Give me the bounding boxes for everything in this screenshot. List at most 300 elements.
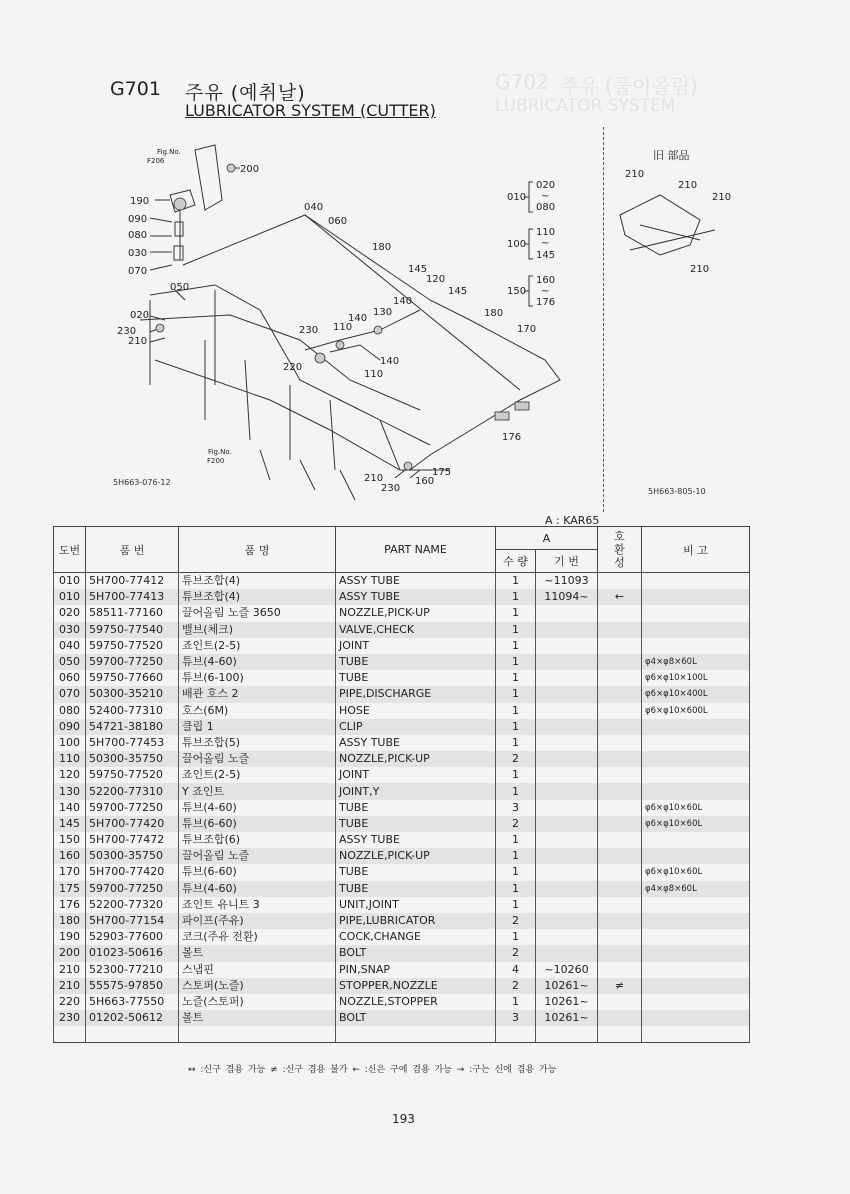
cell-item-no: 160 (54, 848, 86, 864)
cell-quantity: 1 (496, 670, 536, 686)
diagram-fittings (156, 164, 529, 470)
cell-quantity: 1 (496, 994, 536, 1010)
cell-part-name: ASSY TUBE (336, 589, 496, 605)
cell-serial (536, 670, 598, 686)
table-row (54, 978, 750, 994)
cell-interchangeability: ← (598, 589, 642, 605)
cell-item-no: 210 (54, 978, 86, 994)
cell-serial (536, 622, 598, 638)
cell-part-no: 52200-77310 (86, 783, 179, 799)
cell-item-no: 140 (54, 800, 86, 816)
cell-interchangeability (598, 832, 642, 848)
cell-name-korean: 끌어올림 노즐 (179, 848, 336, 864)
cell-part-no: 52400-77310 (86, 703, 179, 719)
cell-name-korean: 튜브(4-60) (179, 881, 336, 897)
brace-tilde-1: ~ (541, 191, 550, 202)
cell-part-name: BOLT (336, 945, 496, 961)
cell-remarks: φ4×φ8×60L (642, 881, 750, 897)
cell-quantity: 1 (496, 897, 536, 913)
cell-item-no: 120 (54, 767, 86, 783)
section-code: G701 (110, 78, 161, 100)
header-quantity: 수 량 (496, 550, 536, 573)
callout-176: 176 (502, 432, 522, 443)
table-row (54, 800, 750, 816)
cell-part-no: 52903-77600 (86, 929, 179, 945)
section-title-korean: 주유 (예취날) (185, 82, 306, 104)
parts-table-body (54, 573, 750, 1043)
figref-bottom-label: F200 (207, 457, 225, 465)
table-row (54, 881, 750, 897)
table-row (54, 589, 750, 605)
cell-part-name: JOINT (336, 638, 496, 654)
cell-part-no: 5H663-77550 (86, 994, 179, 1010)
callout-050: 050 (170, 282, 190, 293)
cell-remarks: φ6×φ10×60L (642, 800, 750, 816)
brace-176: 176 (536, 297, 556, 308)
cell-serial (536, 816, 598, 832)
callout-060: 060 (328, 216, 348, 227)
cell-serial (536, 686, 598, 702)
cell-interchangeability (598, 686, 642, 702)
cell-serial (536, 783, 598, 799)
cell-quantity: 3 (496, 1010, 536, 1026)
cell-part-name: UNIT,JOINT (336, 897, 496, 913)
cell-interchangeability (598, 719, 642, 735)
callout-110-upper: 110 (333, 322, 353, 333)
cell-item-no: 080 (54, 703, 86, 719)
cell-remarks (642, 638, 750, 654)
callout-160: 160 (415, 476, 435, 487)
cell-serial (536, 638, 598, 654)
cell-interchangeability (598, 945, 642, 961)
cell-part-name: NOZZLE,STOPPER (336, 994, 496, 1010)
cell-interchangeability (598, 864, 642, 880)
cell-part-name: NOZZLE,PICK-UP (336, 605, 496, 621)
cell-part-name: PIPE,DISCHARGE (336, 686, 496, 702)
cell-remarks: φ6×φ10×400L (642, 686, 750, 702)
cell-serial (536, 929, 598, 945)
cell-quantity: 1 (496, 622, 536, 638)
cell-remarks (642, 783, 750, 799)
cell-serial (536, 605, 598, 621)
cell-quantity: 2 (496, 913, 536, 929)
table-row (54, 832, 750, 848)
cell-part-no: 50300-35210 (86, 686, 179, 702)
page-number: 193 (392, 1112, 415, 1126)
cell-name-korean: 볼트 (179, 945, 336, 961)
table-row (54, 719, 750, 735)
cell-part-no: 5H700-77420 (86, 816, 179, 832)
cell-item-no: 180 (54, 913, 86, 929)
header-part-no: 품 번 (86, 527, 179, 573)
cell-serial (536, 848, 598, 864)
cell-quantity: 1 (496, 686, 536, 702)
cell-part-no: 5H700-77472 (86, 832, 179, 848)
cell-name-korean: Y 죠인트 (179, 783, 336, 799)
header-serial: 기 번 (536, 550, 598, 573)
brace-020: 020 (536, 180, 556, 191)
table-row (54, 897, 750, 913)
cell-part-name: PIPE,LUBRICATOR (336, 913, 496, 929)
cell-part-name: COCK,CHANGE (336, 929, 496, 945)
cell-interchangeability (598, 670, 642, 686)
cell-part-no: 59700-77250 (86, 881, 179, 897)
cell-quantity: 2 (496, 816, 536, 832)
cell-remarks: φ6×φ10×600L (642, 703, 750, 719)
cell-name-korean: 튜브(6-60) (179, 816, 336, 832)
cell-name-korean: 죠인트(2-5) (179, 638, 336, 654)
cell-part-no: 5H700-77420 (86, 864, 179, 880)
cell-item-no: 070 (54, 686, 86, 702)
table-row (54, 962, 750, 978)
cell-remarks: φ6×φ10×60L (642, 864, 750, 880)
empty-cell (54, 1026, 86, 1043)
cell-remarks (642, 589, 750, 605)
cell-part-name: ASSY TUBE (336, 573, 496, 590)
callout-175: 175 (432, 467, 452, 478)
cell-part-no: 5H700-77413 (86, 589, 179, 605)
callout-140-upper: 140 (393, 296, 413, 307)
cell-quantity: 2 (496, 751, 536, 767)
table-row (54, 994, 750, 1010)
cell-name-korean: 튜브조합(6) (179, 832, 336, 848)
cell-interchangeability (598, 816, 642, 832)
cell-serial (536, 735, 598, 751)
table-row (54, 864, 750, 880)
section-title-english: LUBRICATOR SYSTEM (CUTTER) (185, 101, 436, 120)
callout-200: 200 (240, 164, 260, 175)
callout-080: 080 (128, 230, 148, 241)
brace-160: 160 (536, 275, 556, 286)
cell-part-no: 52300-77210 (86, 962, 179, 978)
cell-serial: 10261~ (536, 1010, 598, 1026)
cell-interchangeability (598, 962, 642, 978)
cell-interchangeability (598, 605, 642, 621)
cell-part-name: JOINT (336, 767, 496, 783)
cell-name-korean: 파이프(주유) (179, 913, 336, 929)
callout-190: 190 (130, 196, 150, 207)
callout-210-left: 210 (128, 336, 148, 347)
parts-table (53, 526, 750, 1043)
empty-cell (642, 1026, 750, 1043)
cell-part-no: 59750-77540 (86, 622, 179, 638)
empty-cell (496, 1026, 536, 1043)
cell-serial (536, 703, 598, 719)
callout-145-upper: 145 (408, 264, 428, 275)
cell-name-korean: 튜브(6-60) (179, 864, 336, 880)
cell-serial (536, 832, 598, 848)
brace-145: 145 (536, 250, 556, 261)
cell-name-korean: 볼트 (179, 1010, 336, 1026)
cell-part-name: JOINT,Y (336, 783, 496, 799)
cell-quantity: 1 (496, 703, 536, 719)
table-row (54, 735, 750, 751)
cell-remarks (642, 848, 750, 864)
callout-170: 170 (517, 324, 537, 335)
callout-230-left: 230 (117, 326, 137, 337)
cell-quantity: 1 (496, 654, 536, 670)
cell-interchangeability (598, 897, 642, 913)
cell-part-name: CLIP (336, 719, 496, 735)
cell-item-no: 175 (54, 881, 86, 897)
table-row (54, 605, 750, 621)
cell-quantity: 1 (496, 573, 536, 590)
cell-name-korean: 튜브(6-100) (179, 670, 336, 686)
applicability-note: A : KAR65 (545, 514, 600, 527)
cell-name-korean: 튜브(4-60) (179, 654, 336, 670)
table-row (54, 1010, 750, 1026)
cell-name-korean: 클립 1 (179, 719, 336, 735)
table-row (54, 767, 750, 783)
callout-020: 020 (130, 310, 150, 321)
callout-180-lower: 180 (484, 308, 504, 319)
cell-item-no: 090 (54, 719, 86, 735)
cell-item-no: 145 (54, 816, 86, 832)
table-row (54, 751, 750, 767)
header-interchangeability: 호 환 성 (598, 527, 642, 573)
cell-interchangeability (598, 622, 642, 638)
table-row (54, 670, 750, 686)
cell-remarks (642, 994, 750, 1010)
cell-item-no: 060 (54, 670, 86, 686)
cell-interchangeability (598, 783, 642, 799)
cell-remarks (642, 719, 750, 735)
cell-remarks (642, 573, 750, 590)
cell-serial: 11094~ (536, 589, 598, 605)
cell-remarks: φ6×φ10×60L (642, 816, 750, 832)
empty-cell (336, 1026, 496, 1043)
cell-part-name: PIN,SNAP (336, 962, 496, 978)
cell-name-korean: 튜브조합(4) (179, 573, 336, 590)
cell-serial: 10261~ (536, 994, 598, 1010)
cell-remarks (642, 929, 750, 945)
cell-part-no: 5H700-77453 (86, 735, 179, 751)
brace-110: 110 (536, 227, 556, 238)
cell-part-no: 50300-35750 (86, 848, 179, 864)
cell-quantity: 1 (496, 735, 536, 751)
cell-part-no: 50300-35750 (86, 751, 179, 767)
cell-item-no: 030 (54, 622, 86, 638)
cell-item-no: 210 (54, 962, 86, 978)
cell-item-no: 010 (54, 573, 86, 590)
callout-110-lower: 110 (364, 369, 384, 380)
callout-070: 070 (128, 266, 148, 277)
callout-130: 130 (373, 307, 393, 318)
cell-part-no: 5H700-77154 (86, 913, 179, 929)
cell-name-korean: 코크(주유 전환) (179, 929, 336, 945)
cell-part-name: NOZZLE,PICK-UP (336, 751, 496, 767)
cell-quantity: 1 (496, 783, 536, 799)
cell-serial: ~10260 (536, 962, 598, 978)
table-row (54, 929, 750, 945)
cell-serial (536, 751, 598, 767)
cell-part-name: TUBE (336, 881, 496, 897)
callout-150: 150 (507, 286, 527, 297)
cell-quantity: 1 (496, 832, 536, 848)
cell-serial: ~11093 (536, 573, 598, 590)
cell-interchangeability (598, 735, 642, 751)
cell-item-no: 170 (54, 864, 86, 880)
table-row (54, 848, 750, 864)
table-row (54, 573, 750, 590)
table-row (54, 622, 750, 638)
callout-040: 040 (304, 202, 324, 213)
cell-part-name: TUBE (336, 670, 496, 686)
empty-cell (86, 1026, 179, 1043)
cell-part-no: 59750-77660 (86, 670, 179, 686)
cell-remarks (642, 978, 750, 994)
cell-item-no: 150 (54, 832, 86, 848)
cell-remarks (642, 962, 750, 978)
cell-serial (536, 864, 598, 880)
cell-name-korean: 호스(6M) (179, 703, 336, 719)
header-remarks: 비 고 (642, 527, 750, 573)
cell-part-name: TUBE (336, 816, 496, 832)
cell-serial (536, 767, 598, 783)
cell-interchangeability (598, 881, 642, 897)
cell-item-no: 050 (54, 654, 86, 670)
figref-top-label: F206 (147, 157, 165, 165)
ghost-page-title-ko: 주유 (풀이올림) (560, 74, 698, 98)
cell-item-no: 176 (54, 897, 86, 913)
brace-tilde-3: ~ (541, 286, 550, 297)
cell-quantity: 1 (496, 767, 536, 783)
old-parts-label: 旧 部品 (653, 149, 690, 162)
cell-name-korean: 배관 호스 2 (179, 686, 336, 702)
callout-145-lower: 145 (448, 286, 468, 297)
cell-part-name: TUBE (336, 800, 496, 816)
cell-part-name: ASSY TUBE (336, 832, 496, 848)
cell-remarks (642, 735, 750, 751)
table-row (54, 816, 750, 832)
figno-bottom-label: Fig.No. (208, 448, 232, 456)
cell-remarks (642, 1010, 750, 1026)
cell-item-no: 040 (54, 638, 86, 654)
old-callout-210-a: 210 (625, 169, 645, 180)
cell-interchangeability (598, 573, 642, 590)
header-name-korean: 품 명 (179, 527, 336, 573)
cell-interchangeability (598, 1010, 642, 1026)
callout-030: 030 (128, 248, 148, 259)
cell-interchangeability (598, 994, 642, 1010)
callout-220: 220 (283, 362, 303, 373)
callout-100: 100 (507, 239, 527, 250)
cell-quantity: 1 (496, 929, 536, 945)
cell-part-name: HOSE (336, 703, 496, 719)
brace-080: 080 (536, 202, 556, 213)
cell-quantity: 1 (496, 864, 536, 880)
cell-part-name: STOPPER,NOZZLE (336, 978, 496, 994)
table-row (54, 945, 750, 961)
cell-part-no: 54721-38180 (86, 719, 179, 735)
old-callout-210-b: 210 (678, 180, 698, 191)
cell-remarks (642, 945, 750, 961)
cell-serial (536, 881, 598, 897)
cell-name-korean: 스냅핀 (179, 962, 336, 978)
cell-remarks: φ4×φ8×60L (642, 654, 750, 670)
brace-tilde-2: ~ (541, 238, 550, 249)
callout-010: 010 (507, 192, 527, 203)
exploded-parts-diagram (105, 125, 755, 525)
callout-230-bottom: 230 (381, 483, 401, 494)
cell-remarks (642, 767, 750, 783)
cell-remarks (642, 913, 750, 929)
cell-quantity: 1 (496, 881, 536, 897)
callout-140-mid: 140 (348, 313, 368, 324)
cell-interchangeability (598, 638, 642, 654)
cell-quantity: 1 (496, 589, 536, 605)
cell-part-name: TUBE (336, 864, 496, 880)
figure-code-right: 5H663-805-10 (648, 487, 706, 496)
cell-part-no: 01023-50616 (86, 945, 179, 961)
cell-name-korean: 끌어올림 노즐 3650 (179, 605, 336, 621)
cell-item-no: 110 (54, 751, 86, 767)
cell-part-name: BOLT (336, 1010, 496, 1026)
cell-quantity: 2 (496, 945, 536, 961)
cell-interchangeability (598, 751, 642, 767)
cell-serial (536, 897, 598, 913)
cell-serial: 10261~ (536, 978, 598, 994)
cell-serial (536, 800, 598, 816)
cell-serial (536, 913, 598, 929)
cell-interchangeability (598, 929, 642, 945)
empty-cell (536, 1026, 598, 1043)
table-row (54, 703, 750, 719)
cell-part-no: 5H700-77412 (86, 573, 179, 590)
table-row (54, 654, 750, 670)
cell-serial (536, 945, 598, 961)
cell-quantity: 2 (496, 978, 536, 994)
cell-remarks (642, 832, 750, 848)
cell-quantity: 1 (496, 719, 536, 735)
table-row (54, 913, 750, 929)
cell-interchangeability (598, 800, 642, 816)
cell-name-korean: 튜브조합(5) (179, 735, 336, 751)
callout-230-mid: 230 (299, 325, 319, 336)
old-callout-210-c: 210 (712, 192, 732, 203)
cell-name-korean: 스토퍼(노즐) (179, 978, 336, 994)
cell-serial (536, 654, 598, 670)
cell-name-korean: 죠인트(2-5) (179, 767, 336, 783)
cell-serial (536, 719, 598, 735)
cell-remarks (642, 622, 750, 638)
callout-120: 120 (426, 274, 446, 285)
callout-140-lower: 140 (380, 356, 400, 367)
cell-part-name: VALVE,CHECK (336, 622, 496, 638)
old-callout-210-d: 210 (690, 264, 710, 275)
cell-interchangeability (598, 848, 642, 864)
cell-quantity: 4 (496, 962, 536, 978)
cell-item-no: 190 (54, 929, 86, 945)
cell-item-no: 230 (54, 1010, 86, 1026)
cell-interchangeability (598, 654, 642, 670)
cell-part-no: 59750-77520 (86, 638, 179, 654)
table-row (54, 783, 750, 799)
cell-item-no: 220 (54, 994, 86, 1010)
empty-cell (179, 1026, 336, 1043)
cell-remarks (642, 605, 750, 621)
cell-part-no: 01202-50612 (86, 1010, 179, 1026)
cell-part-no: 59700-77250 (86, 654, 179, 670)
callout-210-bottom: 210 (364, 473, 384, 484)
cell-quantity: 1 (496, 638, 536, 654)
table-row (54, 638, 750, 654)
diagram-lines (140, 145, 715, 500)
cell-item-no: 130 (54, 783, 86, 799)
cell-interchangeability (598, 913, 642, 929)
table-row (54, 686, 750, 702)
cell-name-korean: 밸브(체크) (179, 622, 336, 638)
